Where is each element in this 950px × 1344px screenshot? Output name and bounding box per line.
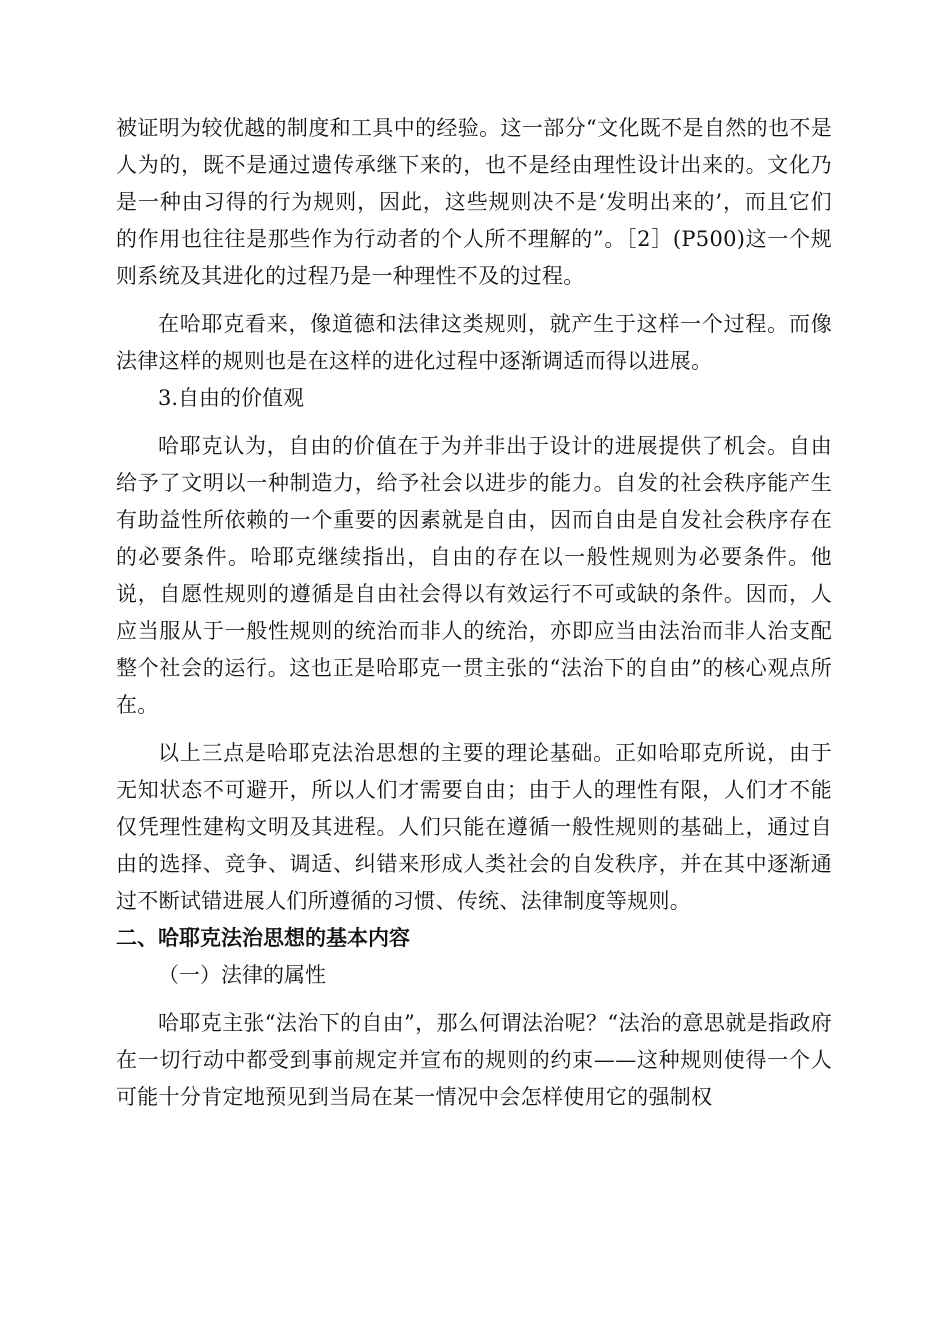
paragraph-summary: 以上三点是哈耶克法治思想的主要的理论基础。正如哈耶克所说，由于无知状态不可避开，所以人们才需要自由；由于人的理性有限，人们才不能仅凭理性建构文明及其进程。人们只能在遵循一般性规则的基础上，通过自由的选择、竞争、调适、纠错来形成人类社会的自发秩序，并在其中逐渐通过不断试错进展人们所遵循的习惯、传统、法律制度等规则。 xyxy=(116,741,832,913)
subheading-law-attributes: （一）法律的属性 xyxy=(158,963,326,987)
paragraph-freedom: 哈耶克认为，自由的价值在于为并非出于设计的进展提供了机会。自由给予了文明以一种制造力，给予社会以进步的能力。自发的社会秩序能产生有助益性所依赖的一个重要的因素就是自由，因而自由是自发社会秩序存在的必要条件。哈耶克继续指出，自由的存在以一般性规则为必要条件。他说，自愿性规则的遵循是自由社会得以有效运行不可或缺的条件。因而，人应当服从于一般性规则的统治而非人的统治，亦即应当由法治而非人治支配整个社会的运行。这也正是哈耶克一贯主张的“法治下的自由”的核心观点所在。 xyxy=(116,434,832,717)
paragraph-culture-rules: 被证明为较优越的制度和工具中的经验。这一部分“文化既不是自然的也不是人为的，既不是通过遗传承继下来的，也不是经由理性设计出来的。文化乃是一种由习得的行为规则，因此，这些规则决不是‘发明出来的’，而且它们的作用也往往是那些作为行动者的个人所不理解的”。［2］(P500)这一个规则系统及其进化的过程乃是一种理性不及的过程。 xyxy=(116,116,832,288)
paragraph-rule-of-law: 哈耶克主张“法治下的自由”，那么何谓法治呢？“法治的意思就是指政府在一切行动中都受到事前规定并宣布的规则的约束——这种规则使得一个人可能十分肯定地预见到当局在某一情况中会怎样使用它的强制权 xyxy=(116,1011,832,1109)
paragraph-law-evolution: 在哈耶克看来，像道德和法律这类规则，就产生于这样一个过程。而像法律这样的规则也是在这样的进化过程中逐渐调适而得以进展。 xyxy=(116,312,832,373)
document-page xyxy=(116,110,832,1116)
subheading-freedom-values: 3.自由的价值观 xyxy=(158,386,305,410)
section-heading-basic-content: 二、哈耶克法治思想的基本内容 xyxy=(116,926,410,950)
